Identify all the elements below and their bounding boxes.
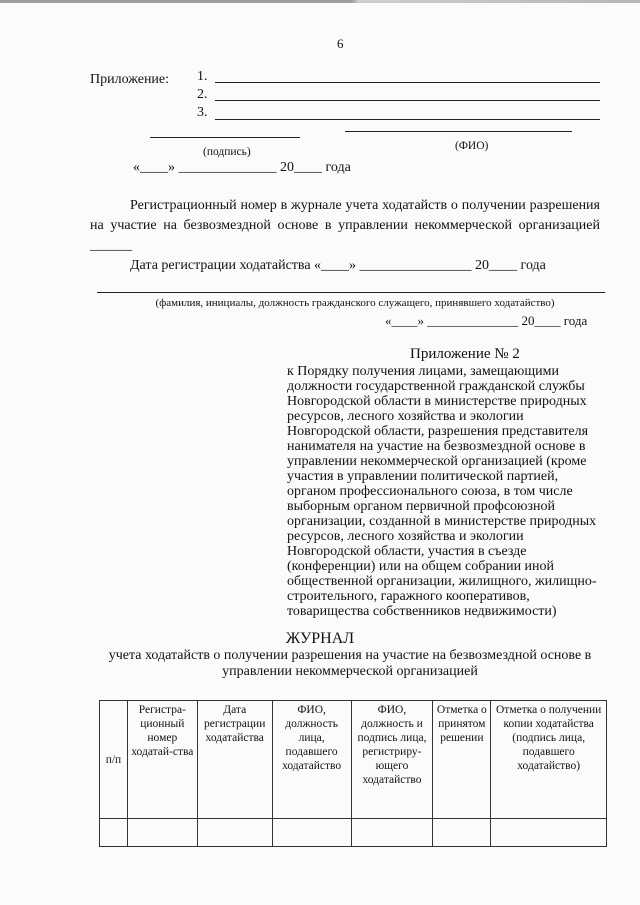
journal-empty-row xyxy=(100,819,607,847)
attachment-item-1: 1. xyxy=(197,69,208,84)
column-header-reg-date: Дата регистрации ходатайства xyxy=(197,701,272,819)
registration-paragraph xyxy=(90,196,600,276)
column-header-number: п/п xyxy=(100,701,128,819)
column-header-applicant: ФИО, должность лица, подавшего ходатайство xyxy=(272,701,351,819)
table-cell xyxy=(433,819,491,847)
appendix-2-title: Приложение № 2 xyxy=(410,346,520,362)
scan-edge xyxy=(0,0,640,3)
journal-header-row xyxy=(100,701,607,819)
attachment-line-1 xyxy=(215,82,600,83)
attachment-line-2 xyxy=(215,100,600,101)
table-cell xyxy=(491,819,607,847)
column-header-decision: Отметка о принятом решении xyxy=(433,701,491,819)
responsible-date-line: «____» ______________ 20____ года xyxy=(385,313,588,328)
signature-line xyxy=(150,137,300,138)
attachment-item-3: 3. xyxy=(197,105,208,120)
journal-table xyxy=(99,700,607,847)
signature-caption: (подпись) xyxy=(203,146,251,158)
fio-line xyxy=(345,131,572,132)
attachment-line-3 xyxy=(215,119,600,120)
table-cell xyxy=(127,819,197,847)
appendix-2-body: к Порядку получения лицами, замещающими должности государственной гражданской службы Новгородской области в министерстве природных ресурсов, лесного хозяйства и экологии Новгородской области, разрешения представителя нанимателя на участие на безвозмездной основе в управлении некоммерческой организацией (кроме участия в управлении политической партией, органом профессионального союза, в том числе выборным органом первичной профсоюзной организации, созданной в министерстве природных ресурсов, лесного хозяйства и экологии Новгородской области, участия в съезде (конференции) или на общем собрании иной общественной организации, жилищного, жилищно-строительного, гаражного кооперативов, товарищества собственников недвижимости) xyxy=(287,364,597,619)
table-cell xyxy=(100,819,128,847)
page-number: 6 xyxy=(337,36,344,51)
responsible-line xyxy=(97,292,605,293)
attachment-item-2: 2. xyxy=(197,87,208,102)
table-cell xyxy=(197,819,272,847)
registration-number-text: Регистрационный номер в журнале учета ходатайств о получении разрешения на участие на безвозмездной основе в управлении некоммерческой организацией ______ xyxy=(90,198,600,253)
attachment-label: Приложение: xyxy=(90,72,170,87)
journal-title: ЖУРНАЛ xyxy=(285,630,355,647)
responsible-caption: (фамилия, инициалы, должность гражданского служащего, принявшего ходатайство) xyxy=(155,297,555,309)
application-date-line: «____» ______________ 20____ года xyxy=(133,160,351,175)
column-header-copy-receipt: Отметка о получении копии ходатайства (подпись лица, подавшего ходатайство) xyxy=(491,701,607,819)
fio-caption: (ФИО) xyxy=(455,140,489,152)
table-cell xyxy=(272,819,351,847)
registration-date-text: Дата регистрации ходатайства «____» ________________ 20____ года xyxy=(130,258,546,273)
column-header-registrar: ФИО, должность и подпись лица, регистриру-ющего ходатайство xyxy=(351,701,433,819)
journal-subtitle: учета ходатайств о получении разрешения на участие на безвозмездной основе в управлении некоммерческой организацией xyxy=(108,648,592,679)
table-cell xyxy=(351,819,433,847)
column-header-reg-number: Регистра-ционный номер ходатай-ства xyxy=(127,701,197,819)
